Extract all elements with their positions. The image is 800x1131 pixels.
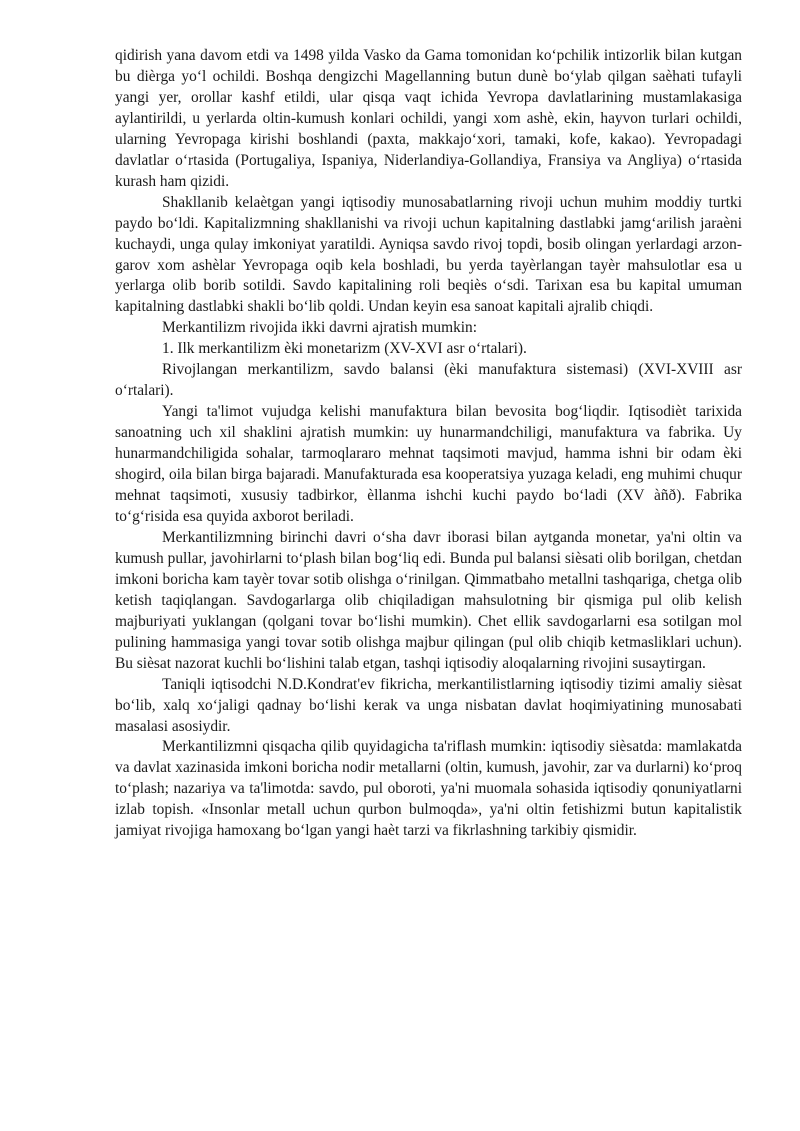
paragraph-developed-mercantilism: Rivojlangan merkantilizm, savdo balansi (èki manufaktura sistemasi) (XVI-XVIII asr oʻrtalari). xyxy=(115,361,742,400)
paragraph-definition: Merkantilizmni qisqacha qilib quyidagicha ta'riflash mumkin: iqtisodiy sièsatda: mamlakatda va davlat xazinasida imkoni boricha nodir metallarni (oltin, kumush, javohir, zar va durlarni) koʻproq toʻplash; nazariya va ta'limotda: savdo, pul oboroti, ya'ni muomala sohasida iqtisodiy qonuniyatlarni izlab topish. «Insonlar metall uchun qurbon bulmoqda», ya'ni oltin fetishizmi butun kapitalistik jamiyat rivojiga hamoxang boʻlgan yangi haèt tarzi va fikrlashning tarkibiy qismidir. xyxy=(115,738,742,840)
paragraph-manufacture: Yangi ta'limot vujudga kelishi manufaktura bilan bevosita bogʻliqdir. Iqtisodièt tarixida sanoatning uch xil shaklini ajratish mumkin: uy hunarmandchiligi, manufaktura va fabrika. Uy hunarmandchiligida sohalar, tarmoqlararo mehnat taqsimoti mavjud, hamma ishni bir odam èki shogird, oila bilan birga bajaradi. Manufakturada esa kooperatsiya yuzaga keladi, eng muhimi chuqur mehnat taqsimoti, xususiy tadbirkor, èllanma ishchi kuchi paydo boʻladi (XV àñð). Fabrika toʻgʻrisida esa quyida axborot beriladi. xyxy=(115,403,742,525)
paragraph-two-periods: Merkantilizm rivojida ikki davrni ajratish mumkin: xyxy=(162,319,478,337)
document-page xyxy=(115,46,742,842)
paragraph-monetary-period: Merkantilizmning birinchi davri oʻsha davr iborasi bilan aytganda monetar, ya'ni oltin va kumush pullar, javohirlarni toʻplash bilan bogʻliq edi. Bunda pul balansi sièsati olib borilgan, chetdan imkoni boricha kam tayèr tovar sotib olishga oʻrinilgan. Qimmatbaho metallni tashqariga, chetga olib ketish taqiqlangan. Savdogarlarga olib chiqiladigan mahsulotning bir qismiga pul olib kelish majburiyati yuklangan (qolgani tovar boʻlishi mumkin). Chet ellik savdogarlarni esa sotilgan mol pulining hammasiga yangi tovar sotib olishga majbur qilingan (pul olib chiqib ketmasliklari uchun). Bu sièsat nazorat kuchli boʻlishini talab etgan, tashqi iqtisodiy aloqalarning rivojini susaytirgan. xyxy=(115,528,742,672)
paragraph-early-mercantilism: 1. Ilk merkantilizm èki monetarizm (XV-XVI asr oʻrtalari). xyxy=(162,340,527,358)
paragraph-discoveries: qidirish yana davom etdi va 1498 yilda Vasko da Gama tomonidan koʻpchilik intizorlik bilan kutgan bu dièrga yoʻl ochildi. Boshqa dengizchi Magellanning butun dunè boʻylab qilgan saèhati tufayli yangi yer, orollar kashf etildi, ular qisqa vaqt ichida Yevropa davlatlarining mustamlakasiga aylantirildi, u yerlarda oltin-kumush konlari ochildi, yangi xom ashè, ekin, hayvon turlari ochildi, ularning Yevropaga kirishi boshlandi (paxta, makkajoʻxori, tamaki, kofe, kakao). Yevropadagi davlatlar oʻrtasida (Portugaliya, Ispaniya, Niderlandiya-Gollandiya, Fransiya va Angliya) oʻrtasida kurash ham qizidi. xyxy=(115,47,742,190)
paragraph-capital-formation: Shakllanib kelaètgan yangi iqtisodiy munosabatlarning rivoji uchun muhim moddiy turtki paydo boʻldi. Kapitalizmning shakllanishi va rivoji uchun kapitalning dastlabki jamgʻarilish jaraèni kuchaydi, unga qulay imkoniyat yaratildi. Ayniqsa savdo rivoj topdi, bosib olingan yerlardagi arzon-garov xom ashèlar Yevropaga oqib kela boshladi, bu yerda tayèrlangan tayèr mahsulotlar esa u yerlarga olib borib sotildi. Savdo kapitalining roli beqiès oʻsdi. Tarixan esa bu kapital umuman kapitalning dastlabki shakli boʻlib qoldi. Undan keyin esa sanoat kapitali ajralib chiqdi. xyxy=(115,193,742,316)
paragraph-kondratev: Taniqli iqtisodchi N.D.Kondrat'ev fikricha, merkantilistlarning iqtisodiy tizimi amaliy sièsat boʻlib, xalq xoʻjaligi qadnay boʻlishi kerak va unga nisbatan davlat hoqimiyatining munosabati masalasi asosiydir. xyxy=(115,675,742,735)
